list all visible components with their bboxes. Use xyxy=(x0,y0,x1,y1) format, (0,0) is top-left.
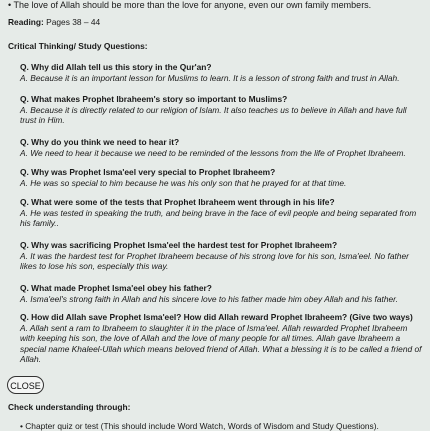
question-5: Q. What were some of the tests that Prophet Ibraheem went through in his life? xyxy=(20,197,335,207)
question-4: Q. Why was Prophet Isma'eel very special to Prophet Ibraheem? xyxy=(20,167,276,177)
answer-5: A. He was tested in speaking the truth, and being brave in the face of evil people and being separated from his family.. xyxy=(20,207,417,229)
close-button[interactable]: CLOSE xyxy=(7,376,44,394)
qa-item-8 xyxy=(20,312,422,365)
answer-3: A. We need to hear it because we need to be reminded of the lessons from the life of Prophet Ibraheem. xyxy=(20,147,406,158)
answer-2: A. Because it is directly related to our religion of Islam. It also teaches us to believe in Allah and have full trust in Him. xyxy=(20,104,407,126)
question-1: Q. Why did Allah tell us this story in the Qur'an? xyxy=(20,62,212,72)
qa-item-6 xyxy=(20,240,422,272)
qa-item-2 xyxy=(20,94,422,126)
answer-7: A. Isma'eel's strong faith in Allah and his sincere love to his father made him obey Allah and his father. xyxy=(20,293,398,304)
answer-6: A. It was the hardest test for Prophet Ibraheem because of his strong love for his son, Isma'eel. No father likes to lose his son, especially this way. xyxy=(20,250,409,272)
critical-thinking-heading: Critical Thinking/ Study Questions: xyxy=(8,41,148,51)
qa-item-5 xyxy=(20,197,422,229)
reading-line xyxy=(8,17,100,28)
question-8: Q. How did Allah save Prophet Isma'eel? How did Allah reward Prophet Ibraheem? (Give two ways) xyxy=(20,312,413,322)
qa-item-3 xyxy=(20,137,422,158)
love-bullet: • The love of Allah should be more than the love for anyone, even our own family members. xyxy=(8,0,372,10)
answer-1: A. Because it is an important lesson for Muslims to learn. It is a lesson of strong faith and trust in Allah. xyxy=(20,72,400,83)
question-6: Q. Why was sacrificing Prophet Isma'eel the hardest test for Prophet Ibraheem? xyxy=(20,240,338,250)
chapter-quiz-bullet: • Chapter quiz or test (This should include Word Watch, Words of Wisdom and Study Questions). xyxy=(20,421,379,431)
reading-pages: Pages 38 – 44 xyxy=(46,17,101,27)
check-understanding-heading: Check understanding through: xyxy=(8,402,131,412)
qa-item-1 xyxy=(20,62,422,83)
question-7: Q. What made Prophet Isma'eel obey his father? xyxy=(20,283,212,293)
question-3: Q. Why do you think we need to hear it? xyxy=(20,137,180,147)
answer-8: A. Allah sent a ram to Ibraheem to slaughter it in the place of Isma'eel. Allah rewarded Prophet Ibraheem with keeping his son, the love of Allah and the love of many people for all times. Allah gave Ibraheem a special name Khaleel-Ullah which means beloved friend of Allah. What a blessing it is to be called a friend of Allah. xyxy=(20,322,422,365)
qa-item-7 xyxy=(20,283,422,304)
question-2: Q. What makes Prophet Ibraheem's story so important to Muslims? xyxy=(20,94,288,104)
qa-item-4 xyxy=(20,167,422,188)
reading-label: Reading: xyxy=(8,17,44,27)
answer-4: A. He was so special to him because he was his only son that he prayed for at that time. xyxy=(20,177,347,188)
